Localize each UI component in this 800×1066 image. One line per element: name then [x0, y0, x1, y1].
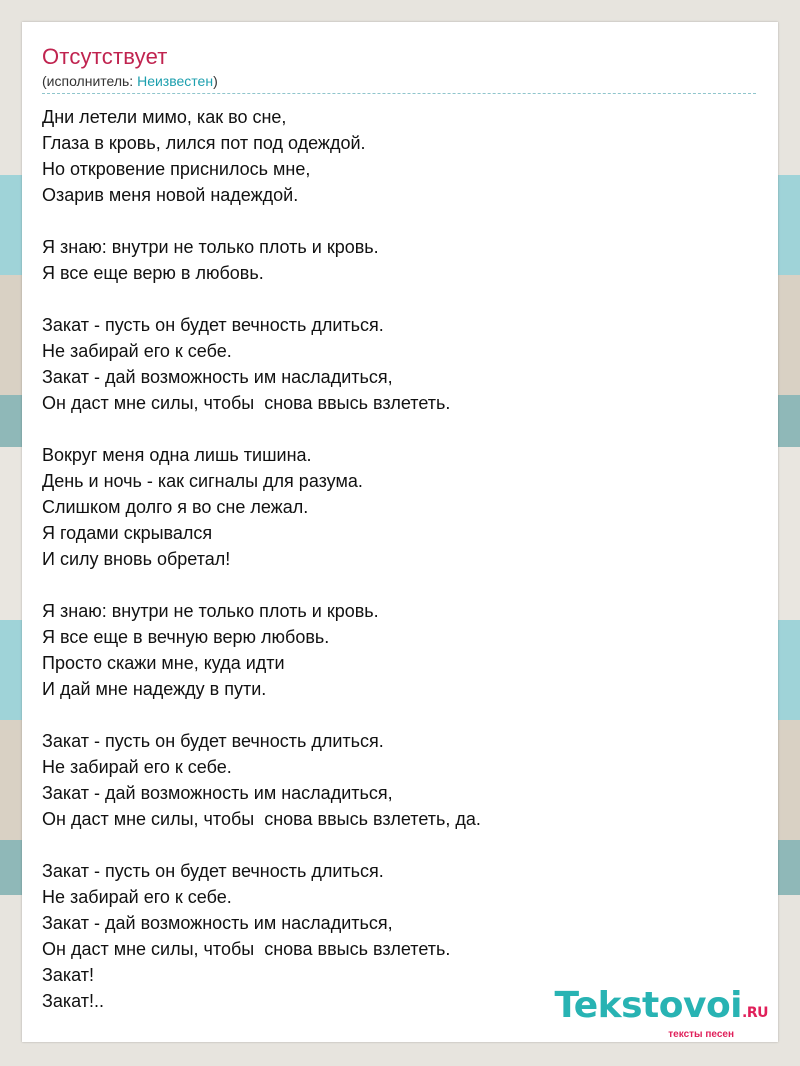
lyric-line: Я все еще в вечную верю любовь. — [42, 627, 330, 647]
lyric-line: И силу вновь обретал! — [42, 549, 231, 569]
lyric-line: Закат! — [42, 965, 95, 985]
lyric-line: Глаза в кровь, лился пот под одеждой. — [42, 133, 366, 153]
lyric-line: Я все еще верю в любовь. — [42, 263, 264, 283]
lyric-line: Закат - дай возможность им насладиться, — [42, 913, 393, 933]
lyric-line: Он даст мне силы, чтобы снова ввысь взлететь. — [42, 393, 451, 413]
lyric-line: Закат - дай возможность им насладиться, — [42, 783, 393, 803]
lyric-line: Не забирай его к себе. — [42, 887, 232, 907]
lyric-line: Озарив меня новой надеждой. — [42, 185, 299, 205]
lyric-line — [42, 416, 742, 442]
lyric-line: День и ночь - как сигналы для разума. — [42, 471, 363, 491]
lyrics-card — [22, 22, 778, 1042]
artist-link[interactable]: Неизвестен — [137, 73, 214, 89]
lyric-line — [42, 832, 742, 858]
lyric-line: Закат - пусть он будет вечность длиться. — [42, 315, 384, 335]
site-logo[interactable] — [554, 986, 768, 1040]
lyric-line: Он даст мне силы, чтобы снова ввысь взлететь, да. — [42, 809, 481, 829]
lyric-line: Я годами скрывался — [42, 523, 213, 543]
lyric-line: Я знаю: внутри не только плоть и кровь. — [42, 601, 379, 621]
lyric-line: Дни летели мимо, как во сне, — [42, 107, 287, 127]
artist-suffix: ) — [213, 73, 218, 89]
lyric-line — [42, 702, 742, 728]
lyric-line: Вокруг меня одна лишь тишина. — [42, 445, 312, 465]
lyric-line: Закат - пусть он будет вечность длиться. — [42, 731, 384, 751]
logo-tagline: тексты песен — [668, 1029, 734, 1040]
lyric-line — [42, 208, 742, 234]
lyric-line: Просто скажи мне, куда идти — [42, 653, 285, 673]
lyrics-text — [42, 104, 742, 1014]
lyric-line: И дай мне надежду в пути. — [42, 679, 267, 699]
lyric-line — [42, 572, 742, 598]
logo-name: Tekstovoi — [554, 985, 743, 1026]
lyric-line: Закат!.. — [42, 991, 105, 1011]
lyric-line: Закат - пусть он будет вечность длиться. — [42, 861, 384, 881]
lyric-line: Он даст мне силы, чтобы снова ввысь взлететь. — [42, 939, 451, 959]
logo-tld: .RU — [742, 1005, 768, 1021]
lyric-line: Не забирай его к себе. — [42, 757, 232, 777]
lyric-line: Но откровение приснилось мне, — [42, 159, 311, 179]
artist-prefix: (исполнитель: — [42, 73, 138, 89]
lyric-line: Я знаю: внутри не только плоть и кровь. — [42, 237, 379, 257]
artist-line — [42, 73, 218, 89]
divider — [42, 93, 756, 94]
lyric-line: Не забирай его к себе. — [42, 341, 232, 361]
lyric-line — [42, 286, 742, 312]
lyric-line: Слишком долго я во сне лежал. — [42, 497, 309, 517]
song-title: Отсутствует — [42, 44, 168, 69]
lyric-line: Закат - дай возможность им насладиться, — [42, 367, 393, 387]
